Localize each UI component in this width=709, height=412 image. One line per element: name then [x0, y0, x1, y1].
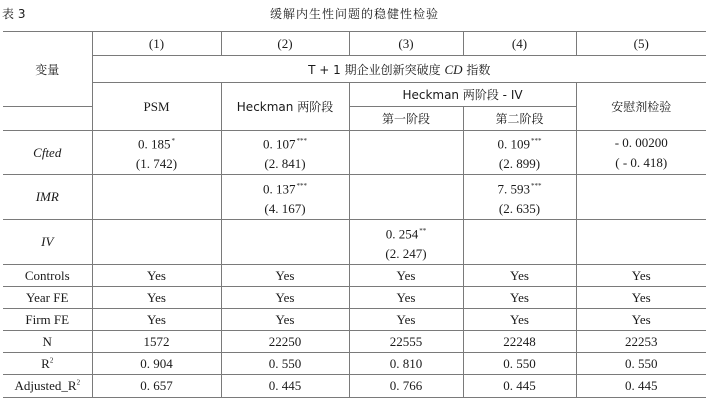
stage-first: 第一阶段: [349, 107, 463, 131]
cell-n-1: 1572: [92, 331, 221, 353]
table-number: 表 3: [2, 7, 26, 21]
cell-firm-fe-5: Yes: [576, 309, 706, 331]
row-label-iv: IV: [3, 220, 92, 265]
cell-controls-1: Yes: [92, 265, 221, 287]
row-label-cfted: Cfted: [3, 131, 92, 175]
row-label-controls: Controls: [3, 265, 92, 287]
cell-controls-3: Yes: [349, 265, 463, 287]
cell-firm-fe-4: Yes: [463, 309, 576, 331]
var-label-spacer: [3, 107, 92, 131]
row-label-firm-fe: Firm FE: [3, 309, 92, 331]
cell-firm-fe-1: Yes: [92, 309, 221, 331]
row-label-r2: $R^2$: [3, 353, 92, 375]
cell-controls-5: Yes: [576, 265, 706, 287]
cell-iv-3: 0. 254** (2. 247): [349, 220, 463, 265]
cell-cfted-1: 0. 185* (1. 742): [92, 131, 221, 175]
cell-imr-4: 7. 593*** (2. 635): [463, 175, 576, 220]
row-label-adj-r2: $Adjusted\_R^2$: [3, 375, 92, 398]
cell-year-fe-2: Yes: [221, 287, 349, 309]
cell-year-fe-3: Yes: [349, 287, 463, 309]
cell-imr-5: [576, 175, 706, 220]
cell-cfted-3: [349, 131, 463, 175]
table-row-r2: [3, 353, 706, 375]
stage-second: 第二阶段: [463, 107, 576, 131]
cell-year-fe-1: Yes: [92, 287, 221, 309]
cell-adj-r2-5: 0. 445: [576, 375, 706, 398]
cell-imr-2: 0. 137*** (4. 167): [221, 175, 349, 220]
col-number-5: (5): [576, 32, 706, 56]
cell-n-2: 22250: [221, 331, 349, 353]
col-number-3: (3): [349, 32, 463, 56]
cell-controls-4: Yes: [463, 265, 576, 287]
col-number-2: (2): [221, 32, 349, 56]
cell-r2-5: 0. 550: [576, 353, 706, 375]
cell-r2-4: 0. 550: [463, 353, 576, 375]
cell-r2-2: 0. 550: [221, 353, 349, 375]
cell-year-fe-4: Yes: [463, 287, 576, 309]
cell-iv-5: [576, 220, 706, 265]
cell-cfted-2: 0. 107*** (2. 841): [221, 131, 349, 175]
cell-r2-1: 0. 904: [92, 353, 221, 375]
cell-firm-fe-2: Yes: [221, 309, 349, 331]
header-row-methods: [3, 83, 706, 107]
cell-firm-fe-3: Yes: [349, 309, 463, 331]
cell-r2-3: 0. 810: [349, 353, 463, 375]
row-label-imr: IMR: [3, 175, 92, 220]
method-placebo: 安慰剂检验: [576, 83, 706, 131]
cell-year-fe-5: Yes: [576, 287, 706, 309]
cell-controls-2: Yes: [221, 265, 349, 287]
col-number-4: (4): [463, 32, 576, 56]
method-heckman-iv: Heckman 两阶段 - IV: [349, 83, 576, 107]
cell-adj-r2-3: 0. 766: [349, 375, 463, 398]
robustness-table: [3, 31, 706, 398]
cell-iv-2: [221, 220, 349, 265]
cell-iv-4: [463, 220, 576, 265]
table-row-n: [3, 331, 706, 353]
table-row-imr: [3, 175, 706, 220]
cell-n-5: 22253: [576, 331, 706, 353]
var-label: 变量: [3, 32, 92, 107]
method-psm: PSM: [92, 83, 221, 131]
table-caption: [0, 0, 709, 26]
table-title: 缓解内生性问题的稳健性检验: [269, 7, 439, 21]
cell-n-3: 22555: [349, 331, 463, 353]
col-number-1: (1): [92, 32, 221, 56]
dependent-variable: T + 1 期企业创新突破度 CD 指数: [92, 56, 706, 83]
cell-adj-r2-1: 0. 657: [92, 375, 221, 398]
cell-adj-r2-4: 0. 445: [463, 375, 576, 398]
table-row-adj-r2: [3, 375, 706, 398]
cell-imr-1: [92, 175, 221, 220]
header-row-numbers: [3, 32, 706, 56]
table-row-cfted: [3, 131, 706, 175]
row-label-n: N: [3, 331, 92, 353]
table-row-firm-fe: [3, 309, 706, 331]
header-row-depvar: [3, 56, 706, 83]
table-row-iv: [3, 220, 706, 265]
table-row-controls: [3, 265, 706, 287]
cell-adj-r2-2: 0. 445: [221, 375, 349, 398]
cell-iv-1: [92, 220, 221, 265]
cell-imr-3: [349, 175, 463, 220]
cell-n-4: 22248: [463, 331, 576, 353]
cell-cfted-5: - 0. 00200 ( - 0. 418): [576, 131, 706, 175]
table-row-year-fe: [3, 287, 706, 309]
method-heckman: Heckman 两阶段: [221, 83, 349, 131]
row-label-year-fe: Year FE: [3, 287, 92, 309]
cell-cfted-4: 0. 109*** (2. 899): [463, 131, 576, 175]
